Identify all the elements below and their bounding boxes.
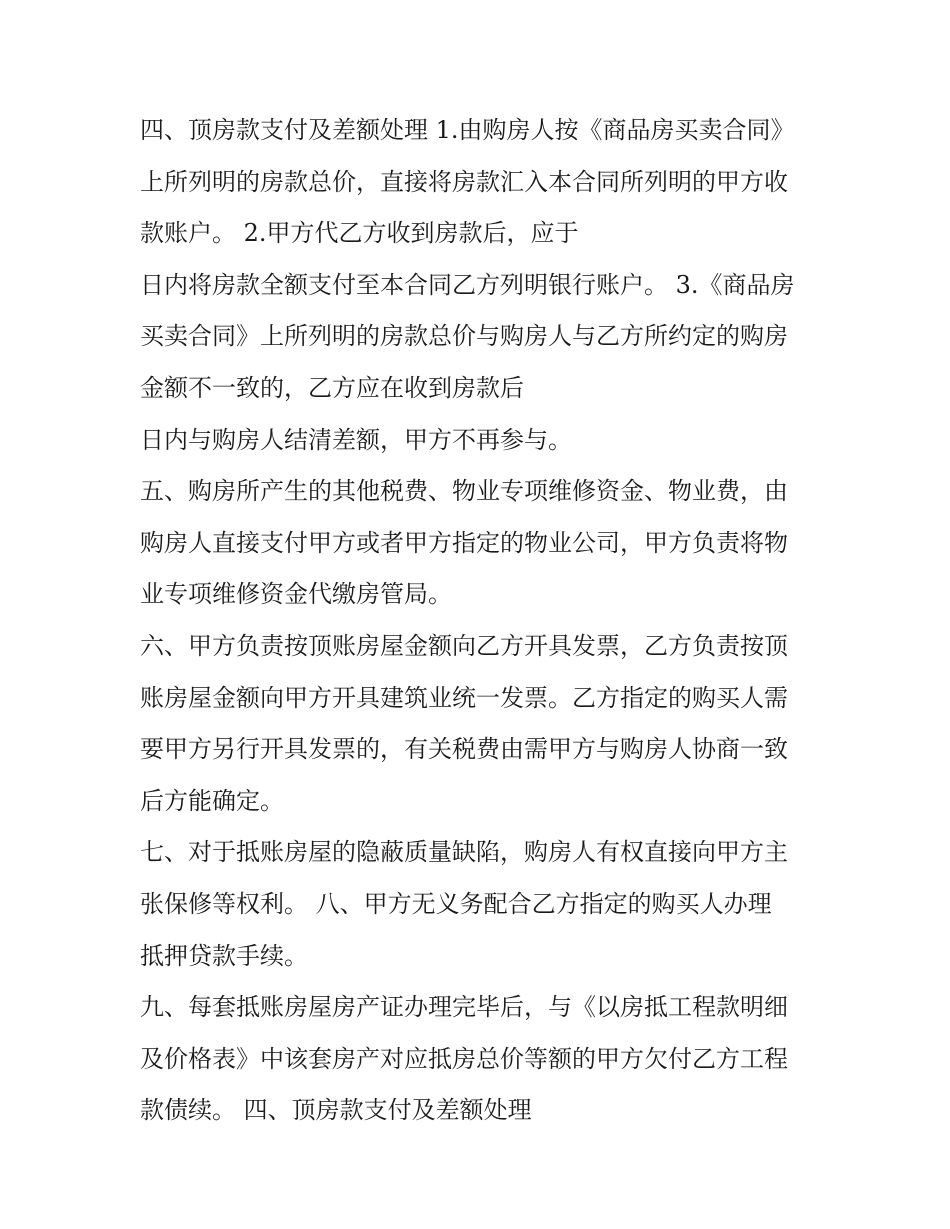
contract-text (140, 105, 820, 1137)
text-line: 款债续。 四、顶房款支付及差额处理 (140, 1096, 532, 1125)
text-line: 抵押贷款手续。 (140, 941, 308, 970)
text-line: 日内与购房人结清差额，甲方不再参与。 (140, 425, 572, 454)
text-line: 要甲方另行开具发票的，有关税费由需甲方与购房人协商一致 (140, 735, 788, 764)
text-line: 日内将房款全额支付至本合同乙方列明银行账户。 3.《商品房 (140, 270, 795, 299)
text-line: 后方能确定。 (140, 786, 284, 815)
text-line: 账房屋金额向甲方开具建筑业统一发票。乙方指定的购买人需 (140, 683, 788, 712)
text-line: 六、甲方负责按顶账房屋金额向乙方开具发票，乙方负责按顶 (140, 631, 788, 660)
text-line: 购房人直接支付甲方或者甲方指定的物业公司，甲方负责将物 (140, 528, 788, 557)
text-line: 九、每套抵账房屋房产证办理完毕后，与《以房抵工程款明细 (140, 993, 788, 1022)
text-line: 买卖合同》上所列明的房款总价与购房人与乙方所约定的购房 (140, 322, 788, 351)
text-line: 款账户。 2.甲方代乙方收到房款后，应于 (140, 219, 579, 248)
text-line: 四、顶房款支付及差额处理 1.由购房人按《商品房买卖合同》 (140, 116, 795, 144)
text-line: 五、购房所产生的其他税费、物业专项维修资金、物业费，由 (140, 477, 788, 506)
text-line: 业专项维修资金代缴房管局。 (140, 580, 452, 609)
text-line: 金额不一致的，乙方应在收到房款后 (140, 373, 524, 402)
text-line: 上所列明的房款总价，直接将房款汇入本合同所列明的甲方收 (140, 167, 788, 196)
text-line: 及价格表》中该套房产对应抵房总价等额的甲方欠付乙方工程 (140, 1044, 788, 1073)
text-line: 七、对于抵账房屋的隐蔽质量缺陷，购房人有权直接向甲方主 (140, 838, 788, 867)
text-line: 张保修等权利。 八、甲方无义务配合乙方指定的购买人办理 (140, 889, 772, 918)
